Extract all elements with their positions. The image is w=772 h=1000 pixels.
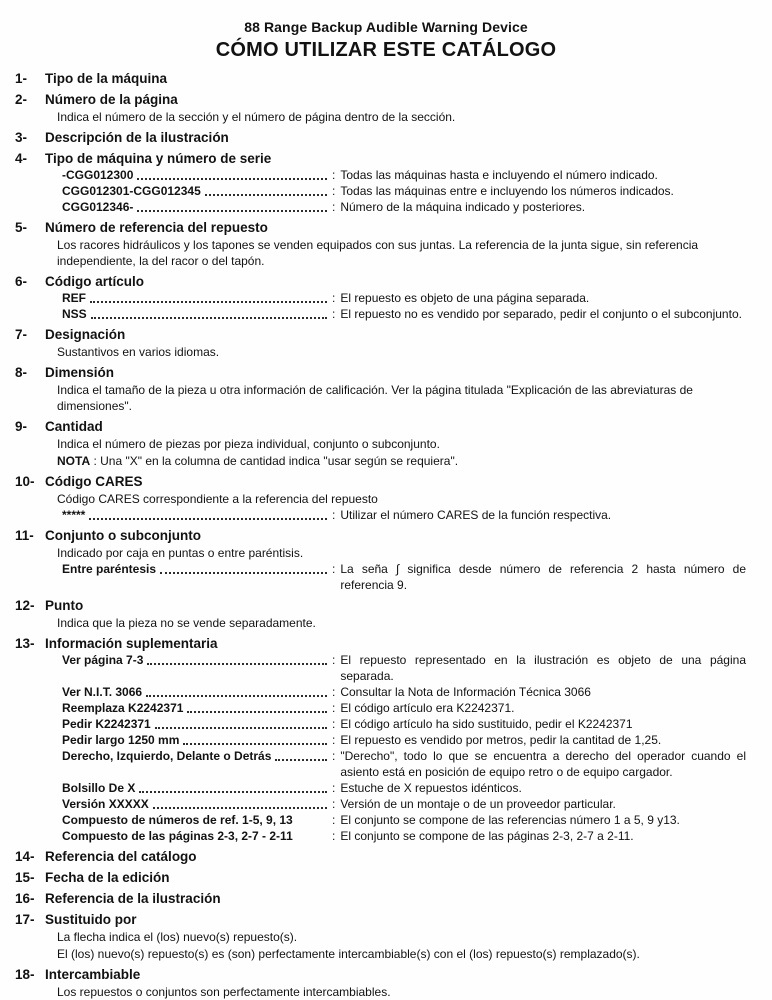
colon-separator: :: [332, 701, 336, 715]
definition-description: El repuesto representado en la ilustración es objeto de una página separada.: [340, 653, 746, 683]
item-number: 13-: [15, 636, 35, 651]
definition-term-cell: [62, 290, 330, 306]
paragraph-text: Indica el número de piezas por pieza individual, conjunto o subconjunto.: [57, 437, 440, 451]
definition-row: [62, 684, 746, 700]
definition-row: [62, 167, 746, 183]
item-heading: Información suplementaria: [45, 636, 218, 651]
item-header-row: [0, 869, 746, 886]
list-item: [0, 527, 746, 593]
item-number: 10-: [15, 474, 35, 489]
definition-term-cell: [62, 780, 330, 796]
item-heading: Descripción de la ilustración: [45, 130, 229, 145]
item-paragraph: [57, 237, 746, 269]
definition-term-cell: [62, 812, 330, 828]
definition-description: El código artículo era K2242371.: [340, 701, 515, 715]
definition-description: El conjunto se compone de las referencias número 1 a 5, 9 y13.: [340, 813, 680, 827]
item-body: [57, 545, 746, 593]
dot-leader: [183, 743, 327, 745]
definition-term-cell: [62, 507, 330, 523]
definition-term: NSS: [62, 307, 87, 321]
definition-term: Ver página 7-3: [62, 653, 144, 667]
item-heading: Dimensión: [45, 365, 115, 380]
items-list: [0, 70, 746, 1000]
item-paragraph: [57, 946, 746, 962]
list-item: [0, 911, 746, 962]
dot-leader: [275, 759, 327, 761]
item-header-row: [0, 91, 746, 108]
dot-leader: [90, 301, 327, 303]
item-header-row: [0, 890, 746, 907]
definition-row: [62, 561, 746, 593]
item-number: 2-: [15, 92, 28, 107]
item-heading: Referencia del catálogo: [45, 849, 197, 864]
item-body: [57, 436, 746, 469]
definition-description: El código artículo ha sido sustituido, pedir el K2242371: [340, 717, 633, 731]
dot-leader: [160, 572, 327, 574]
item-number: 4-: [15, 151, 28, 166]
dot-leader: [153, 807, 327, 809]
page-title: CÓMO UTILIZAR ESTE CATÁLOGO: [215, 39, 557, 61]
definition-description: Consultar la Nota de Información Técnica 3066: [340, 685, 591, 699]
list-item: [0, 597, 746, 631]
paragraph-text: Indica el número de la sección y el número de página dentro de la sección.: [57, 110, 456, 124]
item-header-row: [0, 150, 746, 167]
colon-separator: :: [332, 200, 336, 214]
item-paragraph: [57, 382, 746, 414]
list-item: [0, 129, 746, 146]
item-header-row: [0, 418, 746, 435]
paragraph-text: Indica el tamaño de la pieza u otra información de calificación. Ver la página titulada "Explicación de las abreviaturas de dimensiones".: [57, 383, 693, 413]
item-paragraph: [57, 436, 746, 452]
definition-row: [62, 700, 746, 716]
list-item: [0, 966, 746, 1000]
item-paragraph: [57, 109, 746, 125]
definition-term: CGG012346-: [62, 200, 134, 214]
list-item: [0, 869, 746, 886]
definition-term-cell: [62, 684, 330, 700]
colon-separator: :: [332, 168, 336, 182]
item-header-row: [0, 473, 746, 490]
item-body: [57, 929, 746, 962]
item-number: 14-: [15, 849, 35, 864]
paragraph-text: La flecha indica el (los) nuevo(s) repuesto(s).: [57, 930, 298, 944]
item-body: [57, 344, 746, 360]
item-number: 9-: [15, 419, 28, 434]
definition-description: La seña ∫ significa desde número de referencia 2 hasta número de referencia 9.: [340, 562, 746, 592]
item-number: 11-: [15, 528, 34, 543]
paragraph-text: : Una "X" en la columna de cantidad indica "usar según se requiera".: [90, 454, 459, 468]
definition-description: Versión de un montaje o de un proveedor particular.: [340, 797, 616, 811]
colon-separator: :: [332, 717, 336, 731]
paragraph-text: Los repuestos o conjuntos son perfectamente intercambiables.: [57, 985, 391, 999]
definition-row: [62, 780, 746, 796]
item-body: [57, 615, 746, 631]
list-item: [0, 635, 746, 844]
definition-row: [62, 306, 746, 322]
definition-term: *****: [62, 508, 86, 522]
item-header-row: [0, 70, 746, 87]
item-header-row: [0, 326, 746, 343]
definition-description: Utilizar el número CARES de la función respectiva.: [340, 508, 612, 522]
definition-term: Bolsillo De X: [62, 781, 136, 795]
dot-leader: [137, 210, 327, 212]
definition-term: Pedir K2242371: [62, 717, 151, 731]
item-number: 1-: [15, 71, 28, 86]
paragraph-text: El (los) nuevo(s) repuesto(s) es (son) perfectamente intercambiable(s) con el (los) repuesto(s) remplazado(s).: [57, 947, 640, 961]
colon-separator: :: [332, 797, 336, 811]
paragraph-text: Código CARES correspondiente a la referencia del repuesto: [57, 492, 378, 506]
item-number: 6-: [15, 274, 28, 289]
list-item: [0, 890, 746, 907]
item-header-row: [0, 966, 746, 983]
dot-leader: [91, 317, 327, 319]
item-paragraph: [57, 491, 746, 507]
item-heading: Número de referencia del repuesto: [45, 220, 268, 235]
item-heading: Código CARES: [45, 474, 143, 489]
item-heading: Tipo de máquina y número de serie: [45, 151, 272, 166]
colon-separator: :: [332, 291, 336, 305]
item-heading: Código artículo: [45, 274, 144, 289]
item-heading: Tipo de la máquina: [45, 71, 168, 86]
colon-separator: :: [332, 653, 336, 667]
item-heading: Punto: [45, 598, 84, 613]
document-header: [26, 18, 746, 63]
item-heading: Número de la página: [45, 92, 178, 107]
item-number: 18-: [15, 967, 35, 982]
item-number: 12-: [15, 598, 35, 613]
definition-row: [62, 183, 746, 199]
list-item: [0, 219, 746, 269]
item-number: 16-: [15, 891, 35, 906]
dot-leader: [139, 791, 327, 793]
item-body: [57, 290, 746, 322]
item-header-row: [0, 911, 746, 928]
paragraph-text: Indicado por caja en puntas o entre paréntisis.: [57, 546, 304, 560]
definition-term: Entre paréntesis: [62, 562, 157, 576]
definition-row: [62, 828, 746, 844]
item-number: 15-: [15, 870, 35, 885]
definition-term-cell: [62, 183, 330, 199]
item-paragraph: [57, 984, 746, 1000]
definition-term: Pedir largo 1250 mm: [62, 733, 180, 747]
item-paragraph: [57, 453, 746, 469]
definition-term-cell: [62, 732, 330, 748]
doc-subtitle: 88 Range Backup Audible Warning Device: [244, 19, 528, 35]
item-header-row: [0, 129, 746, 146]
definition-term: -CGG012300: [62, 168, 134, 182]
colon-separator: :: [332, 562, 336, 576]
dot-leader: [155, 727, 327, 729]
paragraph-lead: NOTA: [57, 454, 91, 468]
item-body: [57, 652, 746, 844]
item-paragraph: [57, 545, 746, 561]
item-heading: Conjunto o subconjunto: [45, 528, 201, 543]
dot-leader: [89, 518, 327, 520]
list-item: [0, 364, 746, 414]
definition-description: El repuesto es objeto de una página separada.: [340, 291, 590, 305]
item-header-row: [0, 364, 746, 381]
colon-separator: :: [332, 184, 336, 198]
list-item: [0, 91, 746, 125]
item-heading: Intercambiable: [45, 967, 141, 982]
definition-term-cell: [62, 700, 330, 716]
definition-term: Compuesto de números de ref. 1-5, 9, 13: [62, 813, 293, 827]
definition-row: [62, 796, 746, 812]
item-body: [57, 167, 746, 215]
dot-leader: [146, 695, 327, 697]
item-heading: Fecha de la edición: [45, 870, 170, 885]
list-item: [0, 473, 746, 523]
item-number: 5-: [15, 220, 28, 235]
list-item: [0, 273, 746, 322]
colon-separator: :: [332, 781, 336, 795]
definition-row: [62, 507, 746, 523]
definition-term: REF: [62, 291, 86, 305]
item-paragraph: [57, 929, 746, 945]
definition-description: "Derecho", todo lo que se encuentra a derecho del operador cuando el asiento está en posición de equipo retro o de equipo cargador.: [340, 749, 746, 779]
item-body: [57, 491, 746, 523]
definition-description: El repuesto no es vendido por separado, pedir el conjunto o el subconjunto.: [340, 307, 742, 321]
definition-term-cell: [62, 796, 330, 812]
definition-description: Todas las máquinas hasta e incluyendo el número indicado.: [340, 168, 658, 182]
definition-term: Versión XXXXX: [62, 797, 149, 811]
definition-row: [62, 732, 746, 748]
list-item: [0, 326, 746, 360]
definition-term: Ver N.I.T. 3066: [62, 685, 143, 699]
definition-description: El conjunto se compone de las páginas 2-3, 2-7 a 2-11.: [340, 829, 634, 843]
definition-row: [62, 199, 746, 215]
colon-separator: :: [332, 685, 336, 699]
colon-separator: :: [332, 829, 336, 843]
item-body: [57, 109, 746, 125]
definition-term-cell: [62, 561, 330, 577]
item-body: [57, 382, 746, 414]
item-heading: Cantidad: [45, 419, 103, 434]
definition-row: [62, 290, 746, 306]
item-paragraph: [57, 615, 746, 631]
definition-term-cell: [62, 748, 330, 764]
list-item: [0, 150, 746, 215]
item-header-row: [0, 273, 746, 290]
item-header-row: [0, 527, 746, 544]
paragraph-text: Indica que la pieza no se vende separadamente.: [57, 616, 316, 630]
definition-description: Todas las máquinas entre e incluyendo los números indicados.: [340, 184, 674, 198]
item-paragraph: [57, 344, 746, 360]
item-header-row: [0, 219, 746, 236]
definition-term-cell: [62, 716, 330, 732]
definition-term: Compuesto de las páginas 2-3, 2-7 - 2-11: [62, 829, 293, 843]
colon-separator: :: [332, 307, 336, 321]
definition-term-cell: [62, 199, 330, 215]
definition-row: [62, 716, 746, 732]
dot-leader: [147, 663, 327, 665]
definition-term: Reemplaza K2242371: [62, 701, 184, 715]
colon-separator: :: [332, 508, 336, 522]
item-header-row: [0, 635, 746, 652]
colon-separator: :: [332, 749, 336, 763]
definition-row: [62, 748, 746, 780]
definition-term-cell: [62, 828, 330, 844]
definition-term-cell: [62, 306, 330, 322]
definition-row: [62, 652, 746, 684]
list-item: [0, 848, 746, 865]
definition-term-cell: [62, 167, 330, 183]
paragraph-text: Sustantivos en varios idiomas.: [57, 345, 220, 359]
item-body: [57, 237, 746, 269]
dot-leader: [205, 194, 327, 196]
definition-row: [62, 812, 746, 828]
colon-separator: :: [332, 733, 336, 747]
dot-leader: [187, 711, 327, 713]
definition-description: El repuesto es vendido por metros, pedir la cantitad de 1,25.: [340, 733, 662, 747]
definition-description: Estuche de X repuestos idénticos.: [340, 781, 522, 795]
item-header-row: [0, 597, 746, 614]
item-heading: Sustituido por: [45, 912, 137, 927]
item-heading: Designación: [45, 327, 126, 342]
colon-separator: :: [332, 813, 336, 827]
definition-term: Derecho, Izquierdo, Delante o Detrás: [62, 749, 272, 763]
definition-description: Número de la máquina indicado y posteriores.: [340, 200, 586, 214]
list-item: [0, 70, 746, 87]
list-item: [0, 418, 746, 469]
item-heading: Referencia de la ilustración: [45, 891, 221, 906]
definition-term-cell: [62, 652, 330, 668]
item-number: 17-: [15, 912, 35, 927]
item-number: 3-: [15, 130, 28, 145]
dot-leader: [137, 178, 327, 180]
item-number: 7-: [15, 327, 28, 342]
paragraph-text: Los racores hidráulicos y los tapones se venden equipados con sus juntas. La referencia de la junta sigue, sin referencia independiente, la del racor o del tapón.: [57, 238, 699, 268]
item-body: [57, 984, 746, 1000]
definition-term: CGG012301-CGG012345: [62, 184, 201, 198]
item-header-row: [0, 848, 746, 865]
item-number: 8-: [15, 365, 28, 380]
